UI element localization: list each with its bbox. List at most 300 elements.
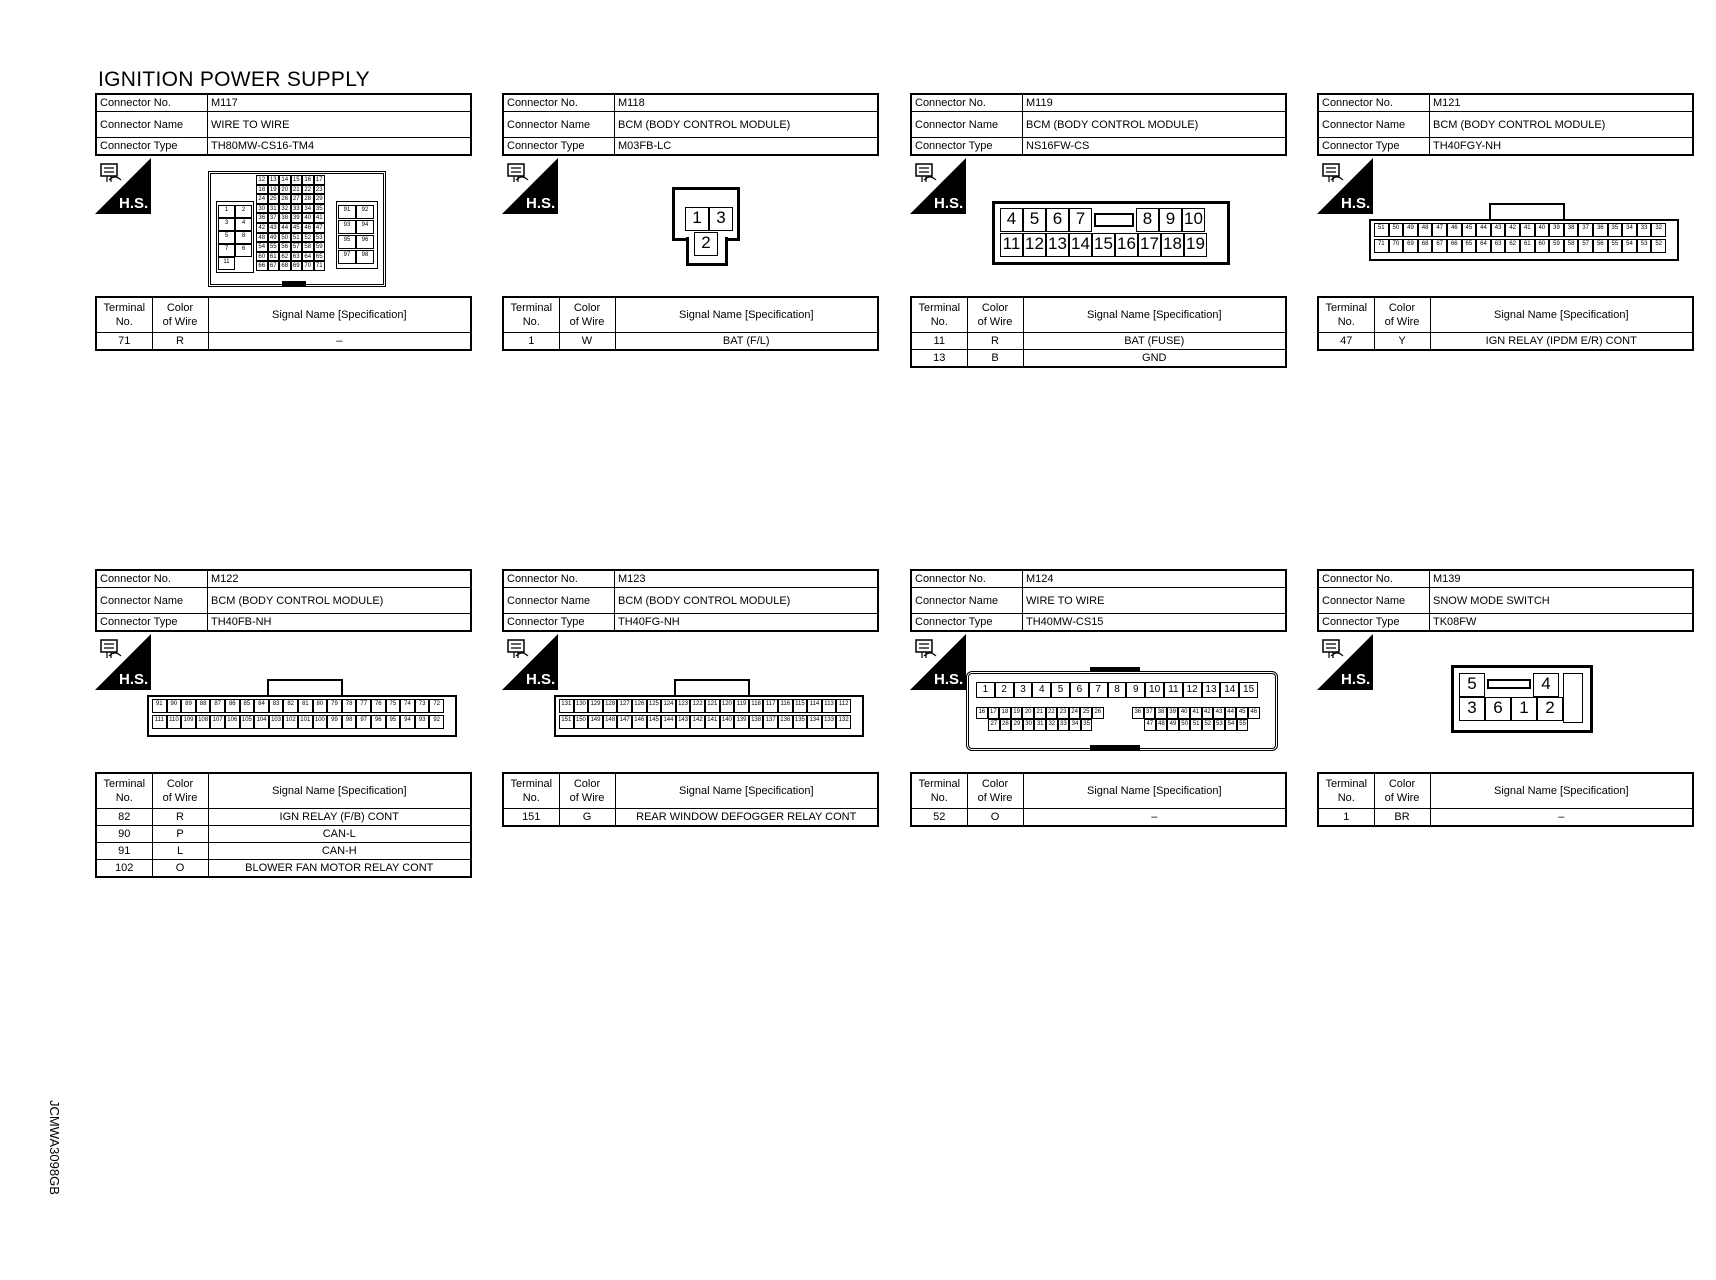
connector-pin: 31: [1034, 719, 1046, 731]
connector-pin: 150: [574, 715, 589, 729]
connector-pin: 125: [647, 699, 662, 713]
header-label: Connector Type: [503, 614, 615, 632]
connector-pin: 37: [268, 213, 280, 223]
connector-pin: 25: [1080, 707, 1092, 719]
header-line: of Wire: [1384, 316, 1420, 328]
connector-pin: 40: [302, 213, 314, 223]
connector-pin: 17: [988, 707, 1000, 719]
header-line: of Wire: [1384, 792, 1420, 804]
connector-pin: 15: [1092, 233, 1115, 257]
connector-view: [1317, 632, 1694, 772]
header-row: [96, 112, 471, 138]
header-label: Connector Name: [911, 588, 1023, 614]
connector-pin: 75: [386, 699, 401, 713]
terminal-no: 52: [911, 809, 967, 827]
terminal-table: [1317, 772, 1694, 827]
connector-pin: 55: [1608, 239, 1623, 253]
connector-pin: 74: [400, 699, 415, 713]
connector-pin: 123: [676, 699, 691, 713]
connector-pin: 34: [1069, 719, 1081, 731]
header-line: of Wire: [569, 792, 605, 804]
connector-pin: 14: [1220, 682, 1239, 698]
connector-pin: 70: [1389, 239, 1404, 253]
connector-pin: 91: [152, 699, 167, 713]
connector-face: [672, 187, 742, 267]
connector-pin: 59: [1549, 239, 1564, 253]
connector-no: M119: [1023, 94, 1287, 112]
header-row: [911, 138, 1286, 156]
wire-color: P: [152, 826, 208, 843]
connector-pin: 47: [314, 223, 326, 233]
connector-header-table: [910, 93, 1287, 156]
connector-pin: 124: [661, 699, 676, 713]
connector-pin: 35: [1081, 719, 1093, 731]
connector-pin: 106: [225, 715, 240, 729]
connector-pin: 40: [1535, 223, 1550, 237]
connector-pin: 45: [1236, 707, 1248, 719]
connector-view: [1317, 156, 1694, 296]
signal-name: CAN-H: [208, 843, 471, 860]
header-label: Connector No.: [96, 94, 208, 112]
connector-pin: 98: [342, 715, 357, 729]
header-label: Connector No.: [96, 570, 208, 588]
connector-pin: 7: [218, 244, 235, 257]
connector-pin: 16: [302, 175, 314, 185]
connector-pin: 62: [1505, 239, 1520, 253]
connector-pin: 60: [256, 252, 268, 262]
connector-pin: 52: [302, 233, 314, 243]
connector-pin: 22: [1046, 707, 1058, 719]
header-row: [911, 94, 1286, 112]
connector-name: WIRE TO WIRE: [208, 112, 472, 138]
connector-pin: 96: [371, 715, 386, 729]
connector-pin: 65: [1462, 239, 1477, 253]
connector-pin: 68: [279, 261, 291, 271]
connector-pin: 57: [1578, 239, 1593, 253]
header-row: [503, 94, 878, 112]
connector-pin: 71: [314, 261, 326, 271]
signal-name: –: [1023, 809, 1286, 827]
connector-pin: 60: [1535, 239, 1550, 253]
terminal-no: 1: [503, 333, 559, 351]
connector-pin: 134: [807, 715, 822, 729]
connector-pin: 24: [1069, 707, 1081, 719]
header-label: Connector Type: [96, 614, 208, 632]
connector-pin: 1: [976, 682, 995, 698]
connector-pin: 35: [1608, 223, 1623, 237]
connector-pin: 117: [763, 699, 778, 713]
header-label: Connector Type: [503, 138, 615, 156]
connector-no: M118: [615, 94, 879, 112]
connector-block: [502, 569, 879, 827]
connector-pin: 120: [720, 699, 735, 713]
header-line: Terminal: [103, 778, 146, 790]
connector-pin: 13: [268, 175, 280, 185]
connector-view: [95, 632, 472, 772]
connector-pin: 48: [256, 233, 268, 243]
connector-type: M03FB-LC: [615, 138, 879, 156]
connector-pin: 9: [1159, 208, 1182, 232]
connector-pin: 100: [313, 715, 328, 729]
terminal-no-header: [911, 773, 967, 809]
connector-pin: 52: [1651, 239, 1666, 253]
connector-pin: 141: [705, 715, 720, 729]
signal-header: Signal Name [Specification]: [615, 297, 878, 333]
signal-header: Signal Name [Specification]: [1023, 297, 1286, 333]
connector-pin: 19: [268, 185, 280, 195]
signal-name: BAT (FUSE): [1023, 333, 1286, 350]
connector-pin: 36: [256, 213, 268, 223]
connector-no: M124: [1023, 570, 1287, 588]
connector-pin: 3: [1459, 697, 1485, 721]
connector-pin: 105: [240, 715, 255, 729]
connector-pin: 71: [1374, 239, 1389, 253]
connector-pin: 3: [709, 207, 733, 231]
terminal-table: [502, 772, 879, 827]
terminal-no-header: [1318, 297, 1374, 333]
connector-pin: 37: [1578, 223, 1593, 237]
terminal-header-row: [911, 773, 1286, 809]
connector-pin: 6: [1070, 682, 1089, 698]
connector-pin: 66: [1447, 239, 1462, 253]
connector-pin: 99: [327, 715, 342, 729]
connector-pin: 13: [1202, 682, 1221, 698]
header-row: [911, 570, 1286, 588]
connector-pin: 11: [1164, 682, 1183, 698]
header-line: No.: [930, 792, 948, 804]
header-line: Color: [981, 302, 1009, 314]
connector-pin: 41: [1520, 223, 1535, 237]
connector-pin: 45: [1462, 223, 1477, 237]
connector-pin: 32: [1046, 719, 1058, 731]
connector-header-table: [910, 569, 1287, 632]
connector-name: BCM (BODY CONTROL MODULE): [208, 588, 472, 614]
connector-pin: 63: [291, 252, 303, 262]
header-row: [503, 138, 878, 156]
connector-pin: 50: [1389, 223, 1404, 237]
connector-pin: 45: [291, 223, 303, 233]
connector-pin: 51: [1190, 719, 1202, 731]
connector-pin: 92: [429, 715, 444, 729]
connector-face: [966, 667, 1284, 753]
connector-pin: 27: [291, 194, 303, 204]
connector-pin: 98: [356, 250, 374, 264]
connector-pin: 36: [1132, 707, 1144, 719]
header-label: Connector Name: [96, 588, 208, 614]
connector-pin: 41: [314, 213, 326, 223]
header-line: No.: [522, 792, 540, 804]
wire-color: W: [559, 333, 615, 351]
table-row: [1318, 809, 1693, 827]
header-line: No.: [115, 316, 133, 328]
signal-name: BLOWER FAN MOTOR RELAY CONT: [208, 860, 471, 878]
connector-pin: 49: [1403, 223, 1418, 237]
header-line: of Wire: [977, 316, 1013, 328]
connector-face: [1369, 203, 1679, 263]
connector-name: SNOW MODE SWITCH: [1430, 588, 1694, 614]
connector-name: BCM (BODY CONTROL MODULE): [615, 588, 879, 614]
harness-side-icon: [910, 634, 966, 690]
connector-pin: 70: [302, 261, 314, 271]
connector-pin: 43: [1491, 223, 1506, 237]
terminal-no-header: [503, 297, 559, 333]
header-label: Connector Type: [1318, 614, 1430, 632]
connector-no: M117: [208, 94, 472, 112]
connector-name: BCM (BODY CONTROL MODULE): [615, 112, 879, 138]
connector-pin: 20: [1022, 707, 1034, 719]
connector-pin: 107: [210, 715, 225, 729]
header-line: Color: [1388, 302, 1416, 314]
harness-side-icon: [1317, 634, 1373, 690]
connector-pin: 97: [356, 715, 371, 729]
connector-no: M122: [208, 570, 472, 588]
connector-block: [1317, 93, 1694, 351]
connector-pin: 137: [763, 715, 778, 729]
signal-header: Signal Name [Specification]: [1023, 773, 1286, 809]
header-row: [96, 138, 471, 156]
connector-pin: 36: [1593, 223, 1608, 237]
connector-pin: 39: [1549, 223, 1564, 237]
connector-pin: 32: [1651, 223, 1666, 237]
terminal-table: [95, 296, 472, 351]
connector-pin: 9: [1126, 682, 1145, 698]
connector-type: TH40FG-NH: [615, 614, 879, 632]
connector-pin: 16: [976, 707, 988, 719]
connector-pin: 51: [291, 233, 303, 243]
connector-pin: 111: [152, 715, 167, 729]
table-row: [503, 333, 878, 351]
connector-pin: 92: [356, 205, 374, 219]
connector-pin: 95: [338, 235, 356, 249]
connector-pin: 136: [778, 715, 793, 729]
connector-pin: 72: [429, 699, 444, 713]
connector-pin: 22: [302, 185, 314, 195]
connector-pin: 67: [268, 261, 280, 271]
connector-pin: 103: [269, 715, 284, 729]
table-row: [96, 843, 471, 860]
header-label: Connector Name: [503, 588, 615, 614]
connector-block: [95, 93, 472, 351]
header-label: Connector Name: [1318, 112, 1430, 138]
header-line: Terminal: [918, 778, 961, 790]
connector-pin: 97: [338, 250, 356, 264]
connector-pin: 91: [338, 205, 356, 219]
terminal-header-row: [1318, 773, 1693, 809]
signal-header: Signal Name [Specification]: [1430, 297, 1693, 333]
connector-pin: 21: [1034, 707, 1046, 719]
connector-type: TK08FW: [1430, 614, 1694, 632]
connector-pin: 64: [1476, 239, 1491, 253]
connector-pin: 52: [1202, 719, 1214, 731]
connector-pin: 43: [268, 223, 280, 233]
color-header: [152, 773, 208, 809]
terminal-no: 90: [96, 826, 152, 843]
connector-pin: 113: [822, 699, 837, 713]
header-row: [503, 570, 878, 588]
connector-pin: 3: [1014, 682, 1033, 698]
connector-pin: 102: [283, 715, 298, 729]
header-label: Connector No.: [1318, 94, 1430, 112]
connector-pin: 31: [268, 204, 280, 214]
terminal-table: [95, 772, 472, 878]
connector-pin: 46: [302, 223, 314, 233]
connector-pin: 2: [235, 205, 252, 218]
table-row: [911, 809, 1286, 827]
connector-pin: 93: [415, 715, 430, 729]
connector-pin: 17: [314, 175, 326, 185]
connector-pin: 38: [1155, 707, 1167, 719]
terminal-no: 91: [96, 843, 152, 860]
table-row: [96, 333, 471, 351]
connector-pin: 66: [256, 261, 268, 271]
terminal-header-row: [96, 297, 471, 333]
signal-name: –: [1430, 809, 1693, 827]
header-row: [1318, 94, 1693, 112]
connector-pin: 68: [1418, 239, 1433, 253]
connector-pin: 130: [574, 699, 589, 713]
connector-pin: 133: [822, 715, 837, 729]
header-row: [96, 570, 471, 588]
terminal-no-header: [96, 297, 152, 333]
connector-pin: 58: [1564, 239, 1579, 253]
harness-side-icon: [502, 634, 558, 690]
connector-pin: 42: [1202, 707, 1214, 719]
signal-header: Signal Name [Specification]: [208, 297, 471, 333]
header-line: Color: [1388, 778, 1416, 790]
header-label: Connector No.: [911, 570, 1023, 588]
connector-pin: 38: [1564, 223, 1579, 237]
header-line: Terminal: [1325, 778, 1368, 790]
connector-pin: 135: [793, 715, 808, 729]
terminal-no: 151: [503, 809, 559, 827]
header-row: [911, 112, 1286, 138]
connector-pin: 94: [400, 715, 415, 729]
color-header: [559, 773, 615, 809]
connector-pin: 18: [999, 707, 1011, 719]
connector-pin: 25: [268, 194, 280, 204]
connector-pin: 145: [647, 715, 662, 729]
connector-pin: 39: [1167, 707, 1179, 719]
connector-pin: 131: [559, 699, 574, 713]
signal-header: Signal Name [Specification]: [208, 773, 471, 809]
connector-pin: 49: [268, 233, 280, 243]
connector-header-table: [95, 93, 472, 156]
connector-pin: 2: [1537, 697, 1563, 721]
connector-pin: 77: [356, 699, 371, 713]
signal-name: GND: [1023, 350, 1286, 368]
connector-key: [1090, 745, 1140, 750]
connector-pin: 132: [836, 715, 851, 729]
header-line: No.: [115, 792, 133, 804]
connector-pin: 44: [279, 223, 291, 233]
connector-pin: 73: [415, 699, 430, 713]
connector-pin: 62: [279, 252, 291, 262]
connector-pin: 56: [279, 242, 291, 252]
connector-pin: 8: [235, 231, 252, 244]
connector-pin: 29: [1011, 719, 1023, 731]
header-row: [96, 614, 471, 632]
connector-pin: 58: [302, 242, 314, 252]
header-label: Connector Type: [1318, 138, 1430, 156]
connector-pin: 147: [617, 715, 632, 729]
terminal-table: [910, 772, 1287, 827]
header-row: [1318, 112, 1693, 138]
connector-pin: 30: [256, 204, 268, 214]
header-label: Connector No.: [1318, 570, 1430, 588]
connector-pin: 13: [1046, 233, 1069, 257]
header-row: [96, 588, 471, 614]
connector-pin: 104: [254, 715, 269, 729]
connector-pin: 47: [1144, 719, 1156, 731]
harness-side-icon: [1317, 158, 1373, 214]
connector-pin: 110: [167, 715, 182, 729]
signal-name: BAT (F/L): [615, 333, 878, 351]
table-row: [96, 826, 471, 843]
connector-pin: 46: [1447, 223, 1462, 237]
connector-pin: 54: [256, 242, 268, 252]
header-line: No.: [930, 316, 948, 328]
connector-pin: 15: [291, 175, 303, 185]
lock-slot: [1487, 679, 1531, 689]
connector-pin: 144: [661, 715, 676, 729]
connector-pin: 47: [1432, 223, 1447, 237]
header-label: Connector Name: [1318, 588, 1430, 614]
header-row: [503, 588, 878, 614]
connector-view: [910, 156, 1287, 296]
header-line: of Wire: [569, 316, 605, 328]
header-row: [503, 614, 878, 632]
connector-pin: 35: [314, 204, 326, 214]
connector-pin: 48: [1156, 719, 1168, 731]
connector-pin: 42: [1505, 223, 1520, 237]
connector-pin: 20: [279, 185, 291, 195]
hs-label: H.S.: [934, 671, 964, 688]
color-header: [1374, 297, 1430, 333]
hs-label: H.S.: [1341, 195, 1371, 212]
connector-pin: 3: [218, 218, 235, 231]
header-line: of Wire: [977, 792, 1013, 804]
connector-pin: 54: [1225, 719, 1237, 731]
connector-pin: 54: [1622, 239, 1637, 253]
connector-pin: 50: [279, 233, 291, 243]
header-line: Terminal: [510, 778, 553, 790]
header-label: Connector Name: [96, 112, 208, 138]
connector-pin: 21: [291, 185, 303, 195]
connector-pin: 114: [807, 699, 822, 713]
connector-face: [554, 679, 864, 739]
header-line: No.: [522, 316, 540, 328]
connector-pin: 67: [1432, 239, 1447, 253]
wire-color: R: [152, 333, 208, 351]
connector-type: NS16FW-CS: [1023, 138, 1287, 156]
header-label: Connector Name: [911, 112, 1023, 138]
connector-pin: 8: [1108, 682, 1127, 698]
header-line: No.: [1337, 316, 1355, 328]
signal-header: Signal Name [Specification]: [615, 773, 878, 809]
connector-pin: 89: [181, 699, 196, 713]
hs-label: H.S.: [526, 671, 556, 688]
connector-pin: 116: [778, 699, 793, 713]
connector-pin: 1: [1511, 697, 1537, 721]
connector-pin: 88: [196, 699, 211, 713]
connector-block: [910, 569, 1287, 827]
terminal-header-row: [911, 297, 1286, 333]
connector-pin: 87: [210, 699, 225, 713]
hs-label: H.S.: [526, 195, 556, 212]
table-row: [96, 860, 471, 878]
connector-pin: 109: [181, 715, 196, 729]
connector-pin: 112: [836, 699, 851, 713]
